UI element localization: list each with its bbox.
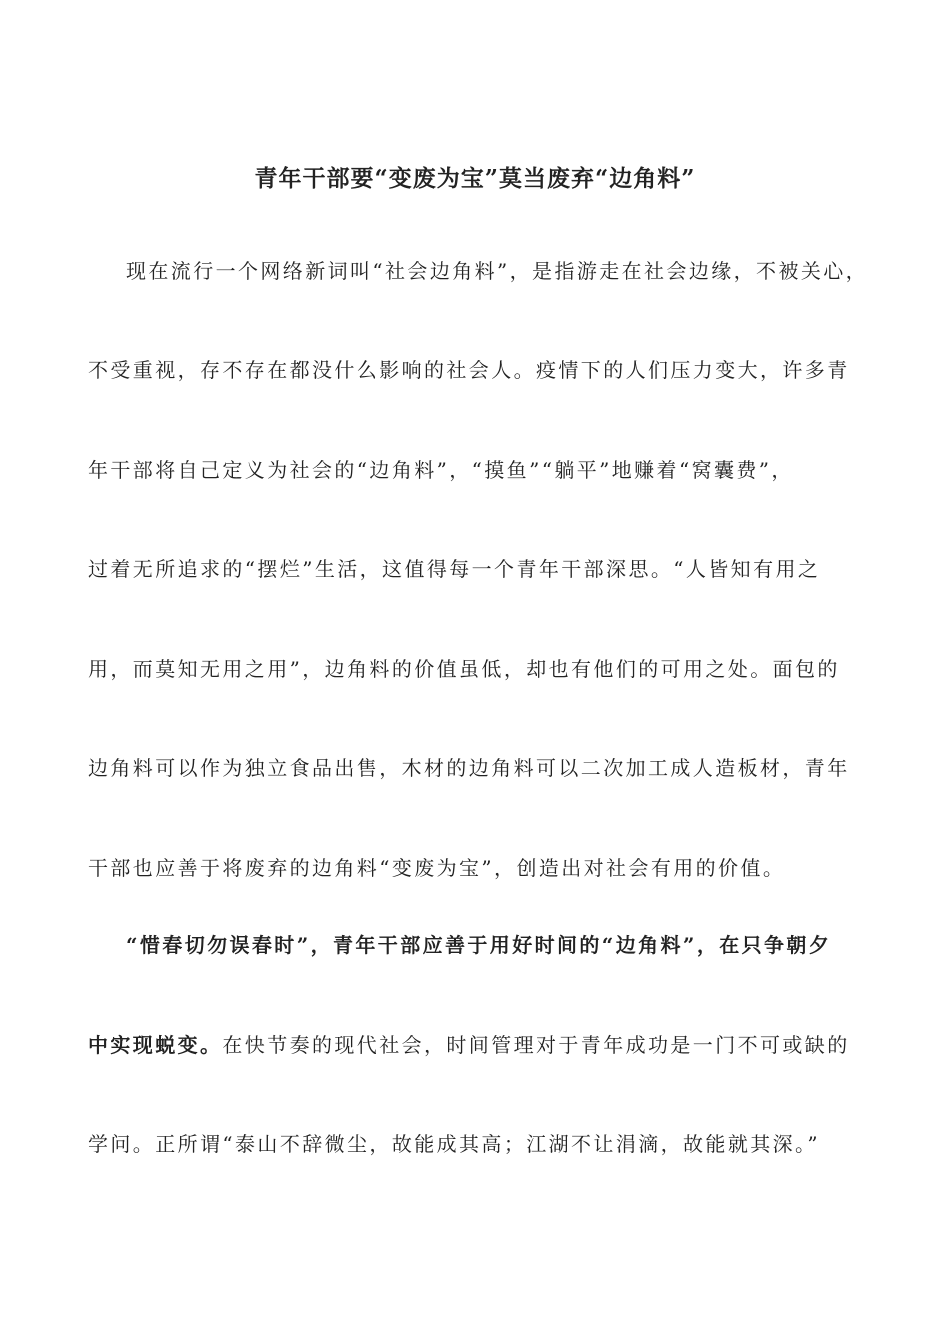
paragraph-line: 用，而莫知无用之用”，边角料的价值虽低，却也有他们的可用之处。面包的 [88,657,840,681]
paragraph-line: 干部也应善于将废弃的边角料“变废为宝”，创造出对社会有用的价值。 [88,856,786,880]
paragraph-line: 过着无所追求的“摆烂”生活，这值得每一个青年干部深思。“人皆知有用之 [88,557,821,581]
paragraph-heading-line: “惜春切勿误春时”，青年干部应善于用好时间的“边角料”，在只争朝夕 [126,933,832,957]
paragraph-line: 不受重视，存不存在都没什么影响的社会人。疫情下的人们压力变大，许多青 [88,358,850,382]
paragraph-heading-tail: 中实现蜕变。 [88,1033,223,1057]
paragraph-text: 在快节奏的现代社会，时间管理对于青年成功是一门不可或缺的 [222,1033,850,1057]
paragraph-line [88,1029,878,1058]
paragraph-line: 年干部将自己定义为社会的“边角料”，“摸鱼”“躺平”地赚着“窝囊费”， [88,458,794,482]
paragraph-line: 边角料可以作为独立食品出售，木材的边角料可以二次加工成人造板材，青年 [88,756,850,780]
document-title: 青年干部要“变废为宝”莫当废弃“边角料” [254,165,696,192]
paragraph-line: 现在流行一个网络新词叫“社会边角料”，是指游走在社会边缘，不被关心， [126,259,869,283]
paragraph-line: 学问。正所谓“泰山不辞微尘，故能成其高；江湖不让涓滴，故能就其深。” [88,1132,821,1156]
